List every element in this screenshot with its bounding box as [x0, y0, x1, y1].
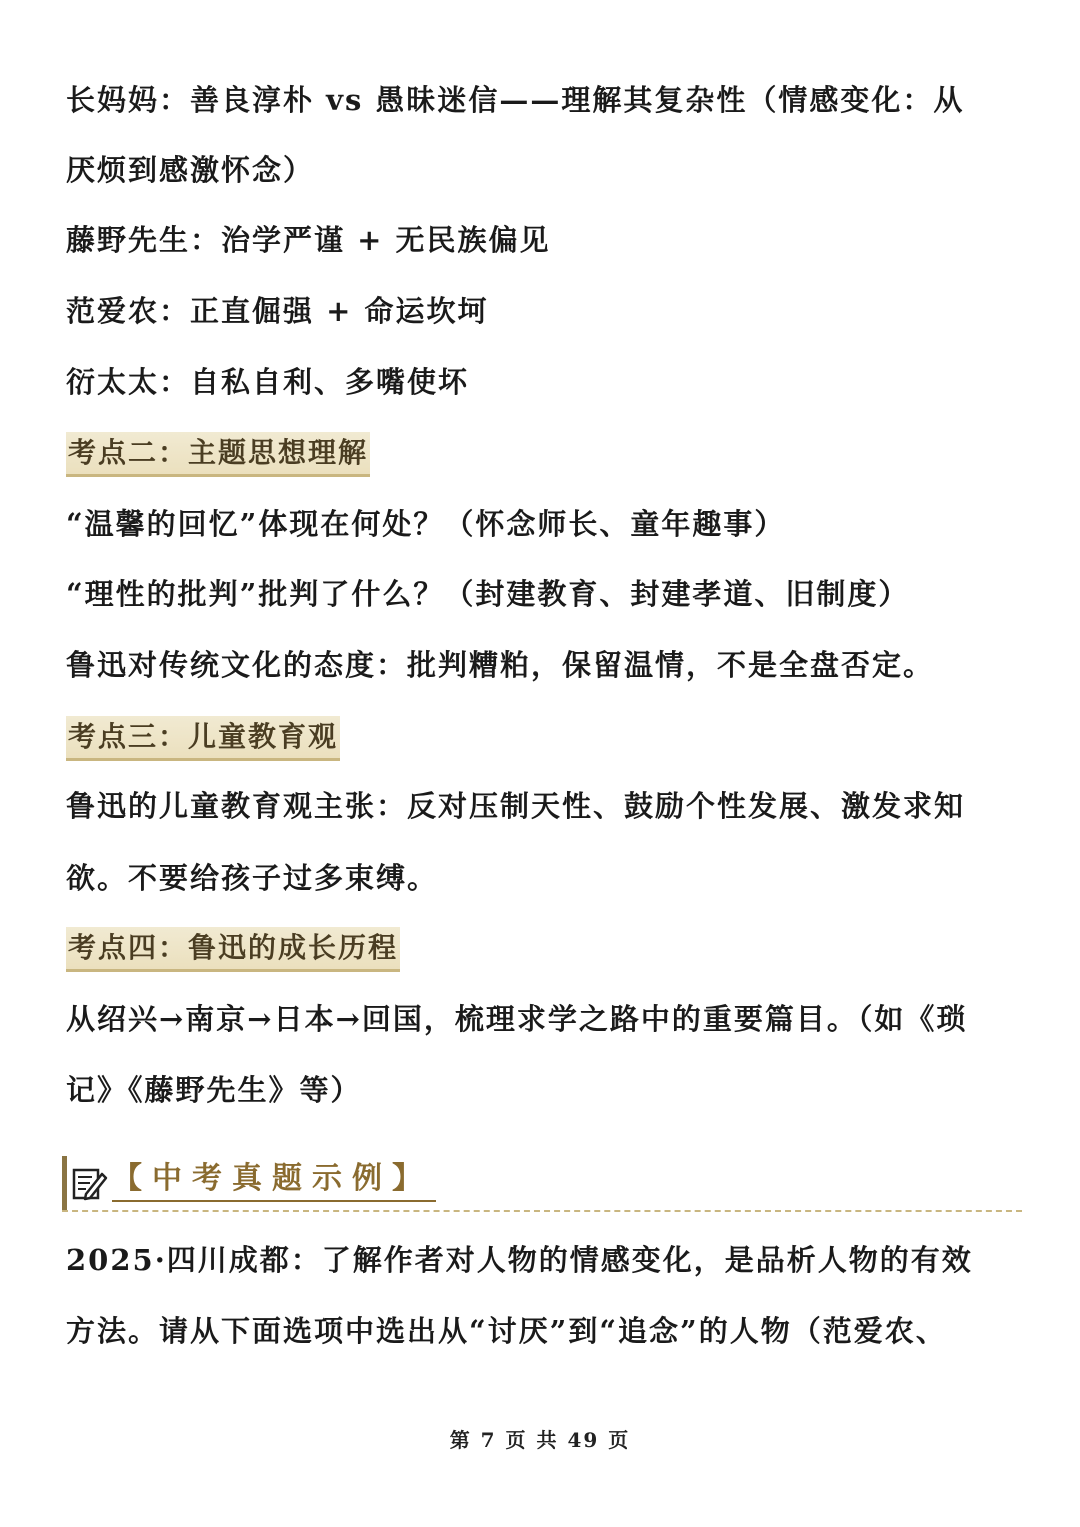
- point4-line-2: 记》《藤野先生》等）: [66, 1073, 362, 1107]
- character-changmama-line: 长妈妈：善良淳朴 vs 愚昧迷信——理解其复杂性（情感变化：从: [66, 83, 965, 117]
- page-number-footer: 第 7 页 共 49 页: [449, 1428, 631, 1452]
- exam-example-header: [62, 1152, 1022, 1214]
- character-tengye-line: 藤野先生：治学严谨 + 无民族偏见: [66, 223, 551, 257]
- point4-heading: 考点四：鲁迅的成长历程: [66, 927, 400, 972]
- point4-line-1: 从绍兴→南京→日本→回国，梳理求学之路中的重要篇目。（如《琐: [66, 1002, 968, 1036]
- point3-line-2: 欲。不要给孩子过多束缚。: [66, 861, 439, 895]
- example-dashed-divider: [62, 1210, 1022, 1212]
- example-line-1: 2025·四川成都：了解作者对人物的情感变化，是品析人物的有效: [66, 1243, 973, 1277]
- character-fanainong-line: 范爱农：正直倔强 + 命运坎坷: [66, 294, 489, 328]
- point3-heading: 考点三：儿童教育观: [66, 716, 340, 761]
- point2-line-3: 鲁迅对传统文化的态度：批判糟粕，保留温情，不是全盘否定。: [66, 648, 935, 682]
- character-yantaitai-line: 衍太太：自私自利、多嘴使坏: [66, 365, 470, 399]
- example-line-2: 方法。请从下面选项中选出从“讨厌”到“追念”的人物（范爱农、: [66, 1314, 947, 1348]
- point3-line-1: 鲁迅的儿童教育观主张：反对压制天性、鼓励个性发展、激发求知: [66, 789, 966, 823]
- example-accent-bar: [62, 1156, 67, 1212]
- point2-line-1: “温馨的回忆”体现在何处？（怀念师长、童年趣事）: [66, 507, 786, 541]
- point2-line-2: “理性的批判”批判了什么？（封建教育、封建孝道、旧制度）: [66, 577, 910, 611]
- exam-example-title: 【中考真题示例】: [112, 1158, 436, 1202]
- character-changmama-line-cont: 厌烦到感激怀念）: [66, 153, 315, 187]
- note-pencil-icon: [72, 1164, 108, 1202]
- point2-heading: 考点二：主题思想理解: [66, 432, 370, 477]
